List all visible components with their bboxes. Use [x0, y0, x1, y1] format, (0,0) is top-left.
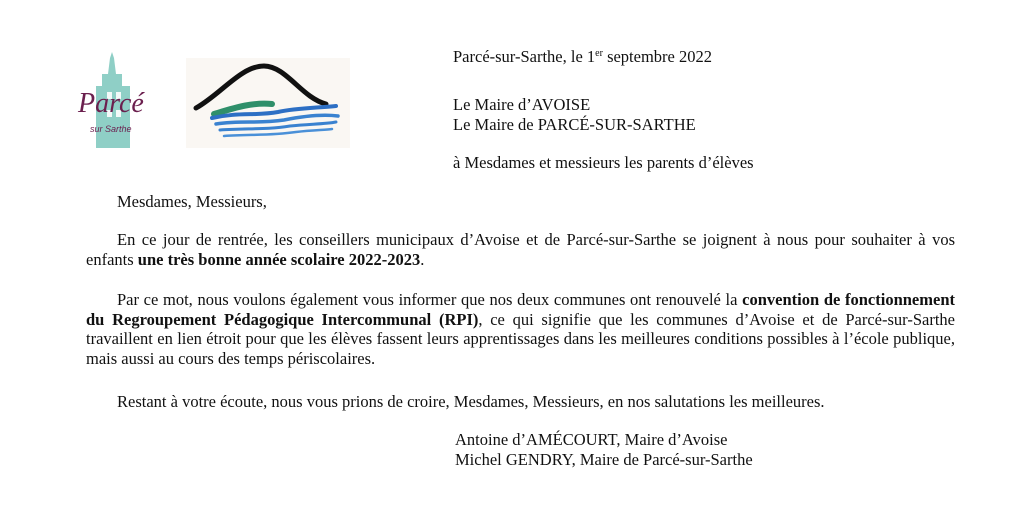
parce-logo — [74, 52, 154, 148]
date-prefix: Parcé-sur-Sarthe, le 1 — [453, 47, 596, 66]
p2-bold: convention de fonctionnement du Regroupement Pédagogique Intercommunal (RPI) — [86, 290, 955, 329]
parce-logo-sub: sur Sarthe — [90, 124, 132, 134]
signature-2: Michel GENDRY, Maire de Parcé-sur-Sarthe — [455, 450, 753, 469]
avoise-logo — [186, 58, 350, 148]
sender-line-2: Le Maire de PARCÉ-SUR-SARTHE — [453, 115, 696, 134]
date-sup: er — [595, 48, 603, 59]
signature-1: Antoine d’AMÉCOURT, Maire d’Avoise — [455, 430, 728, 449]
salutation: Mesdames, Messieurs, — [117, 192, 267, 211]
paragraph-3: Restant à votre écoute, nous vous prions de croire, Mesdames, Messieurs, en nos salutations les meilleures. — [117, 392, 825, 411]
parce-logo-word: Parcé — [78, 88, 144, 119]
date-suffix: septembre 2022 — [602, 47, 712, 66]
paragraph-1 — [86, 230, 955, 269]
p2-text: Par ce mot, nous voulons également vous informer que nos deux communes ont renouvelé la — [117, 290, 743, 309]
letter-date — [453, 47, 712, 67]
p2-end: , ce qui signifie que les communes d’Avoise et de Parcé-sur-Sarthe travaillent en lien étroit pour que les élèves fassent leurs apprentissages dans les meilleures conditions possibles à l’école publique, mais aussi au cours des temps périscolaires. — [86, 309, 955, 368]
recipient-line: à Mesdames et messieurs les parents d’élèves — [453, 153, 754, 172]
sender-line-1: Le Maire d’AVOISE — [453, 95, 591, 114]
p1-bold: une très bonne année scolaire 2022-2023 — [137, 249, 421, 269]
paragraph-2 — [86, 290, 955, 368]
p1-text: En ce jour de rentrée, les conseillers municipaux d’Avoise et de Parcé-sur-Sarthe se joignent à nous pour souhaiter à vos enfants — [86, 230, 955, 269]
p1-end: . — [420, 249, 425, 269]
